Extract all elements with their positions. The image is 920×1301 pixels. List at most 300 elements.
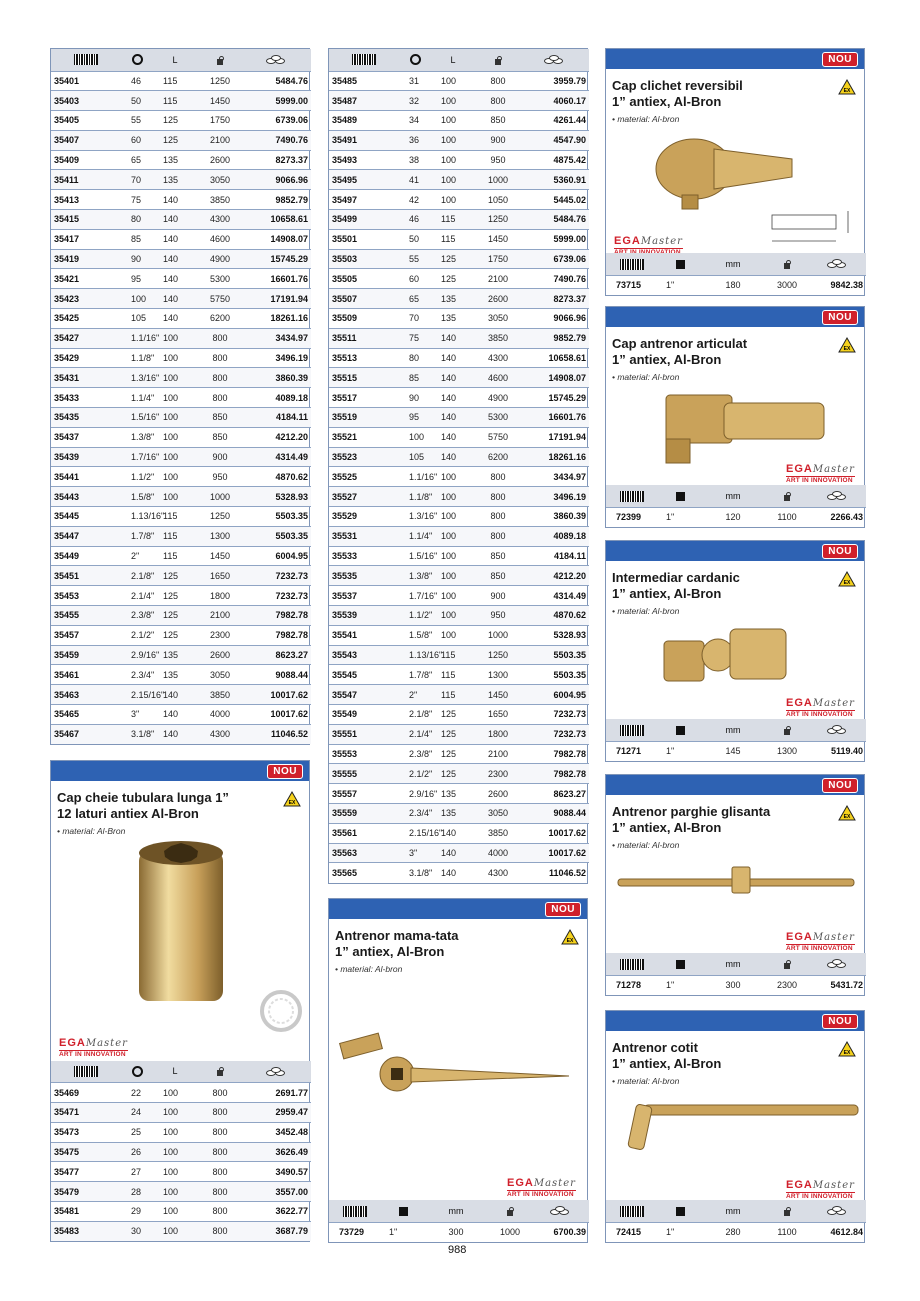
table-row [329,71,589,91]
article-code: 35529 [329,507,399,527]
table-row [51,427,311,447]
weight: 1750 [197,111,243,131]
sliding-t-bar-image [614,859,858,899]
size: 1.7/8" [399,665,431,685]
size: 100 [399,427,431,447]
table-row [51,249,311,269]
price: 9852.79 [521,328,589,348]
length: 100 [153,1182,197,1202]
weight: 4900 [197,249,243,269]
article-code: 71278 [606,975,658,995]
table-row [51,625,311,645]
size: 75 [121,190,153,210]
table-row [329,586,589,606]
drive-adaptor-image [339,1024,579,1104]
article-code: 35531 [329,526,399,546]
article-code: 35469 [51,1083,121,1103]
size: 90 [121,249,153,269]
size: 3.1/8" [399,863,431,883]
price: 10658.61 [243,210,311,230]
article-code: 35483 [51,1221,121,1241]
price: 9088.44 [243,665,311,685]
table-row [329,803,589,823]
table-row [51,487,311,507]
weight: 800 [197,1201,243,1221]
weight: 800 [475,91,521,111]
egamaster-logo: EGAMaster ART IN INNOVATION [786,1179,855,1200]
barcode-icon [620,259,644,270]
article-code: 35537 [329,586,399,606]
weight: 800 [475,71,521,91]
price: 4089.18 [243,388,311,408]
square-drive-icon [676,260,685,269]
table-row [51,447,311,467]
price-icon [827,959,849,969]
article-code: 35555 [329,764,399,784]
length: 140 [431,348,475,368]
article-code: 35519 [329,408,399,428]
price: 9066.96 [243,170,311,190]
size: 3.1/8" [121,724,153,744]
square-drive-icon [676,960,685,969]
length: 115 [153,546,197,566]
weight: 2600 [475,289,521,309]
article-code: 35525 [329,467,399,487]
size: 1.1/16" [121,328,153,348]
table-row [329,368,589,388]
unit-header: mm [702,485,764,507]
length: 135 [431,784,475,804]
unit-header: mm [702,953,764,975]
size: 90 [399,388,431,408]
table-row [329,388,589,408]
price: 4184.11 [521,546,589,566]
table-row [329,606,589,626]
article-code: 35455 [51,606,121,626]
egamaster-logo: EGAMaster ART IN INNOVATION [786,463,855,484]
product-title: Cap antrenor articulat 1” antiex, Al-Bron [612,336,748,367]
product-card-mama-tata [328,898,588,1243]
length: 140 [153,724,197,744]
size: 80 [121,210,153,230]
weight: 950 [197,467,243,487]
article-code: 35527 [329,487,399,507]
price: 5119.40 [810,741,866,761]
price: 15745.29 [243,249,311,269]
ex-warning-icon [838,1041,856,1057]
weight: 4000 [197,705,243,725]
weight: 5750 [475,427,521,447]
table-row [51,388,311,408]
article-code: 35521 [329,427,399,447]
price: 7982.78 [521,744,589,764]
table-row [329,111,589,131]
size: 50 [121,91,153,111]
weight: 2100 [197,606,243,626]
table-row [51,71,311,91]
price: 4060.17 [521,91,589,111]
price: 3434.97 [521,467,589,487]
price: 4261.44 [521,111,589,131]
article-code: 35437 [51,427,121,447]
weight-icon [783,960,791,969]
article-code: 35497 [329,190,399,210]
table-row [51,348,311,368]
size: 105 [121,309,153,329]
article-code: 35563 [329,843,399,863]
unit-header: mm [425,1200,487,1222]
square-drive-icon [399,1207,408,1216]
size: 2.3/8" [399,744,431,764]
table-row [329,823,589,843]
size: 2" [121,546,153,566]
table-row [329,487,589,507]
material-note: • material: Al-bron [335,964,403,974]
ex-warning-icon [838,337,856,353]
table-row [51,408,311,428]
table-row [51,665,311,685]
weight: 1250 [197,507,243,527]
table-row [329,863,589,883]
length: 115 [153,71,197,91]
price: 5328.93 [243,487,311,507]
weight: 1450 [197,91,243,111]
length-header: L [153,1061,197,1083]
size: 24 [121,1102,153,1122]
weight: 1250 [475,645,521,665]
size: 1.1/2" [121,467,153,487]
table-row [329,645,589,665]
size: 3" [399,843,431,863]
svg-text:EX: EX [566,938,574,944]
universal-joint-image [660,615,790,703]
price: 3860.39 [243,368,311,388]
length-header: L [431,49,475,71]
size: 31 [399,71,431,91]
socket-image [131,839,231,1009]
price: 9066.96 [521,309,589,329]
weight: 4300 [475,348,521,368]
table-row [329,685,589,705]
article-code: 35443 [51,487,121,507]
length: 125 [153,130,197,150]
table-row [51,229,311,249]
price: 6739.06 [243,111,311,131]
length: 125 [153,111,197,131]
weight: 850 [475,546,521,566]
price: 7490.76 [521,269,589,289]
size: 36 [399,130,431,150]
table-row [51,309,311,329]
length: 100 [153,487,197,507]
ring-icon [132,1066,143,1077]
weight: 2600 [197,150,243,170]
size: 2.1/8" [399,705,431,725]
table-row [51,1102,311,1122]
weight: 1000 [475,625,521,645]
size: 1.1/8" [121,348,153,368]
length: 125 [153,566,197,586]
article-code: 35517 [329,388,399,408]
article-code: 35441 [51,467,121,487]
price: 5999.00 [243,91,311,111]
table-row [329,269,589,289]
length: 100 [431,526,475,546]
article-code: 73715 [606,275,658,295]
weight: 3050 [197,170,243,190]
article-code: 35501 [329,229,399,249]
table-row [329,625,589,645]
weight: 5750 [197,289,243,309]
price: 7232.73 [521,705,589,725]
table-row [329,289,589,309]
new-badge: NOU [267,764,303,779]
length: 100 [153,1083,197,1103]
table-row [329,507,589,527]
article-code: 35551 [329,724,399,744]
size: 70 [399,309,431,329]
size: 32 [399,91,431,111]
table-row [51,1182,311,1202]
weight: 2300 [197,625,243,645]
table-row [51,170,311,190]
length: 145 [702,741,764,761]
weight: 3050 [475,803,521,823]
weight: 4900 [475,388,521,408]
table-row [329,764,589,784]
length: 140 [153,309,197,329]
article-code: 35403 [51,91,121,111]
size: 42 [399,190,431,210]
table-row [329,229,589,249]
weight: 800 [197,1221,243,1241]
new-badge: NOU [822,52,858,67]
product-card-socket [50,760,310,1242]
weight: 3850 [475,823,521,843]
article-code: 35413 [51,190,121,210]
price: 5503.35 [521,665,589,685]
table-row [329,150,589,170]
product-title: Cap cheie tubulara lunga 1” 12 laturi antiex Al-Bron [57,790,229,821]
size: 1.7/16" [121,447,153,467]
weight: 2100 [197,130,243,150]
table-row [329,724,589,744]
weight-icon [783,1207,791,1216]
table-row [606,1222,866,1242]
ring-icon [132,54,143,65]
size: 50 [399,229,431,249]
weight: 6200 [197,309,243,329]
size: 2.1/8" [121,566,153,586]
size: 28 [121,1182,153,1202]
weight: 2300 [764,975,810,995]
weight-icon [783,492,791,501]
length: 100 [431,190,475,210]
ex-warning-icon [838,571,856,587]
size: 65 [121,150,153,170]
length: 135 [431,309,475,329]
drive-size: 1" [658,507,702,527]
length: 125 [431,249,475,269]
article-code: 35479 [51,1182,121,1202]
weight: 800 [197,328,243,348]
article-code: 35407 [51,130,121,150]
egamaster-logo: EGAMaster [614,235,683,256]
article-code: 35473 [51,1122,121,1142]
weight: 5300 [197,269,243,289]
length: 140 [153,190,197,210]
new-badge: NOU [822,778,858,793]
weight: 2600 [197,645,243,665]
article-code: 35409 [51,150,121,170]
material-note: • material: Al-bron [612,606,680,616]
ex-warning-icon [283,791,301,807]
size: 55 [121,111,153,131]
svg-text:EX: EX [843,1050,851,1056]
barcode-icon [343,1206,367,1217]
size: 75 [399,328,431,348]
price: 11046.52 [521,863,589,883]
length: 125 [431,764,475,784]
table-row [329,784,589,804]
unit-header: mm [702,1200,764,1222]
table-row [329,526,589,546]
length: 100 [431,566,475,586]
weight-icon [506,1207,514,1216]
article-code: 35463 [51,685,121,705]
price: 3557.00 [243,1182,311,1202]
length: 135 [153,170,197,190]
article-code: 35491 [329,130,399,150]
size: 1.3/8" [399,566,431,586]
svg-text:EX: EX [843,88,851,94]
unit-header: mm [702,253,764,275]
table-row [329,130,589,150]
weight: 900 [197,447,243,467]
article-code: 35415 [51,210,121,230]
weight: 850 [475,566,521,586]
size: 85 [121,229,153,249]
length: 100 [431,625,475,645]
price: 2266.43 [810,507,866,527]
price: 10017.62 [521,823,589,843]
article-code: 35533 [329,546,399,566]
length: 140 [153,289,197,309]
size: 1.7/16" [399,586,431,606]
weight: 800 [197,1162,243,1182]
article-code: 72399 [606,507,658,527]
drive-size: 1" [658,275,702,295]
length: 115 [153,526,197,546]
price: 4184.11 [243,408,311,428]
drive-size: 1" [658,741,702,761]
price-table-2 [328,48,588,884]
weight: 6200 [475,447,521,467]
product-card-parghie [605,774,865,996]
article-code: 35471 [51,1102,121,1122]
length: 115 [431,665,475,685]
length: 300 [702,975,764,995]
weight: 900 [475,586,521,606]
size: 100 [121,289,153,309]
price: 3452.48 [243,1122,311,1142]
drive-size: 1" [381,1222,425,1242]
weight: 1650 [475,705,521,725]
price: 17191.94 [243,289,311,309]
article-code: 35421 [51,269,121,289]
article-code: 35559 [329,803,399,823]
table-row [51,586,311,606]
table-row [51,685,311,705]
price: 14908.07 [521,368,589,388]
article-code: 35425 [51,309,121,329]
table-row [606,507,866,527]
weight: 800 [475,507,521,527]
material-note: • material: Al-bron [612,840,680,850]
weight: 1300 [197,526,243,546]
price-icon [827,491,849,501]
price: 7982.78 [243,606,311,626]
length: 115 [431,685,475,705]
table-row [51,1201,311,1221]
size: 1.3/8" [121,427,153,447]
price: 4212.20 [243,427,311,447]
size: 30 [121,1221,153,1241]
price: 4870.62 [243,467,311,487]
table-row [329,210,589,230]
table-row [329,91,589,111]
square-drive-icon [676,726,685,735]
egamaster-logo: EGAMaster ART IN INNOVATION [507,1177,576,1198]
price: 8623.27 [243,645,311,665]
article-code: 35553 [329,744,399,764]
weight: 1800 [475,724,521,744]
material-note: • material: Al-bron [612,1076,680,1086]
size: 1.5/16" [121,408,153,428]
length: 100 [431,130,475,150]
length: 100 [431,91,475,111]
price: 6700.39 [533,1222,589,1242]
article-code: 35561 [329,823,399,843]
price: 17191.94 [521,427,589,447]
length: 135 [431,803,475,823]
length: 140 [431,823,475,843]
article-code: 35507 [329,289,399,309]
length: 300 [425,1222,487,1242]
article-code: 35459 [51,645,121,665]
length: 100 [153,1102,197,1122]
weight: 1450 [197,546,243,566]
article-code: 35481 [51,1201,121,1221]
price: 3687.79 [243,1221,311,1241]
square-drive-icon [676,492,685,501]
ring-icon [410,54,421,65]
article-code: 35419 [51,249,121,269]
weight: 1450 [475,685,521,705]
weight: 800 [475,467,521,487]
weight: 800 [197,1083,243,1103]
table-row [329,190,589,210]
price-icon [266,1067,288,1077]
price: 8273.37 [521,289,589,309]
price: 8273.37 [243,150,311,170]
article-code: 35477 [51,1162,121,1182]
weight: 850 [475,111,521,131]
price: 3496.19 [521,487,589,507]
drive-size: 1" [658,975,702,995]
length: 140 [153,269,197,289]
table-row [329,427,589,447]
